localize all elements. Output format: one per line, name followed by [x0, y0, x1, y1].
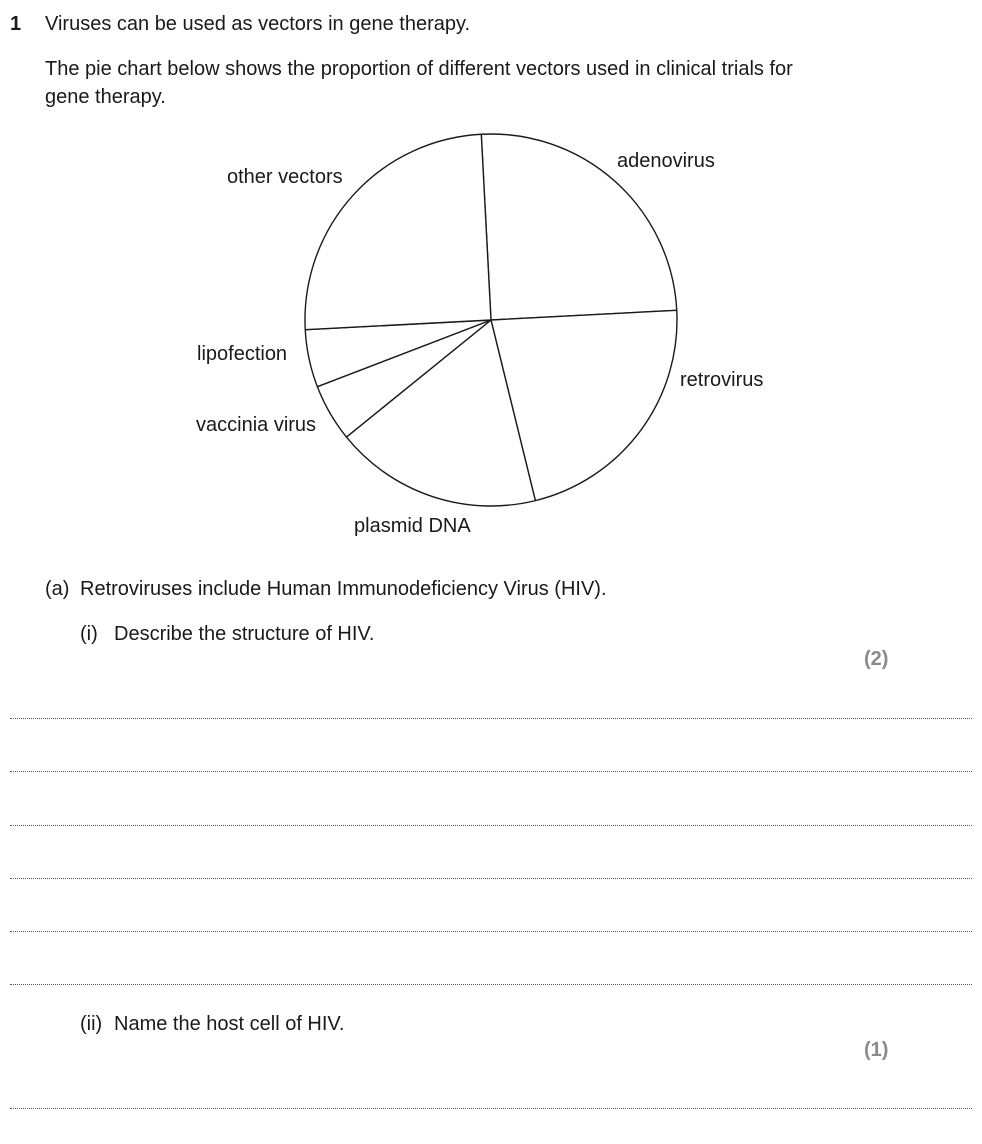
part-a-ii-text: Name the host cell of HIV.: [114, 1013, 345, 1035]
part-a-ii-label: (ii): [80, 1013, 103, 1035]
part-a-i-text: Describe the structure of HIV.: [114, 623, 375, 645]
part-a-i-marks: (2): [864, 648, 889, 670]
question-number: 1: [10, 13, 22, 35]
answer-line[interactable]: [10, 1108, 972, 1109]
label-plasmid-dna: plasmid DNA: [354, 515, 471, 537]
pie-chart: [0, 0, 982, 560]
answer-line[interactable]: [10, 771, 972, 772]
label-vaccinia-virus: vaccinia virus: [196, 414, 317, 436]
question-intro: Viruses can be used as vectors in gene therapy.: [45, 13, 471, 35]
part-a-text: Retroviruses include Human Immunodeficiency Virus (HIV).: [80, 578, 607, 600]
answer-line[interactable]: [10, 825, 972, 826]
answer-line[interactable]: [10, 878, 972, 879]
chart-intro-line-1: The pie chart below shows the proportion of different vectors used in clinical trials for: [45, 58, 793, 80]
answer-line[interactable]: [10, 931, 972, 932]
label-retrovirus: retrovirus: [680, 369, 764, 391]
answer-line[interactable]: [10, 718, 972, 719]
label-adenovirus: adenovirus: [617, 150, 715, 172]
pie-slice-other-vectors: [305, 134, 491, 329]
part-a-ii-marks: (1): [864, 1039, 889, 1061]
label-lipofection: lipofection: [197, 343, 288, 365]
chart-intro-line-2: gene therapy.: [45, 86, 166, 108]
answer-line[interactable]: [10, 984, 972, 985]
part-a-label: (a): [45, 578, 70, 600]
label-other-vectors: other vectors: [227, 166, 343, 188]
part-a-i-label: (i): [80, 623, 98, 645]
